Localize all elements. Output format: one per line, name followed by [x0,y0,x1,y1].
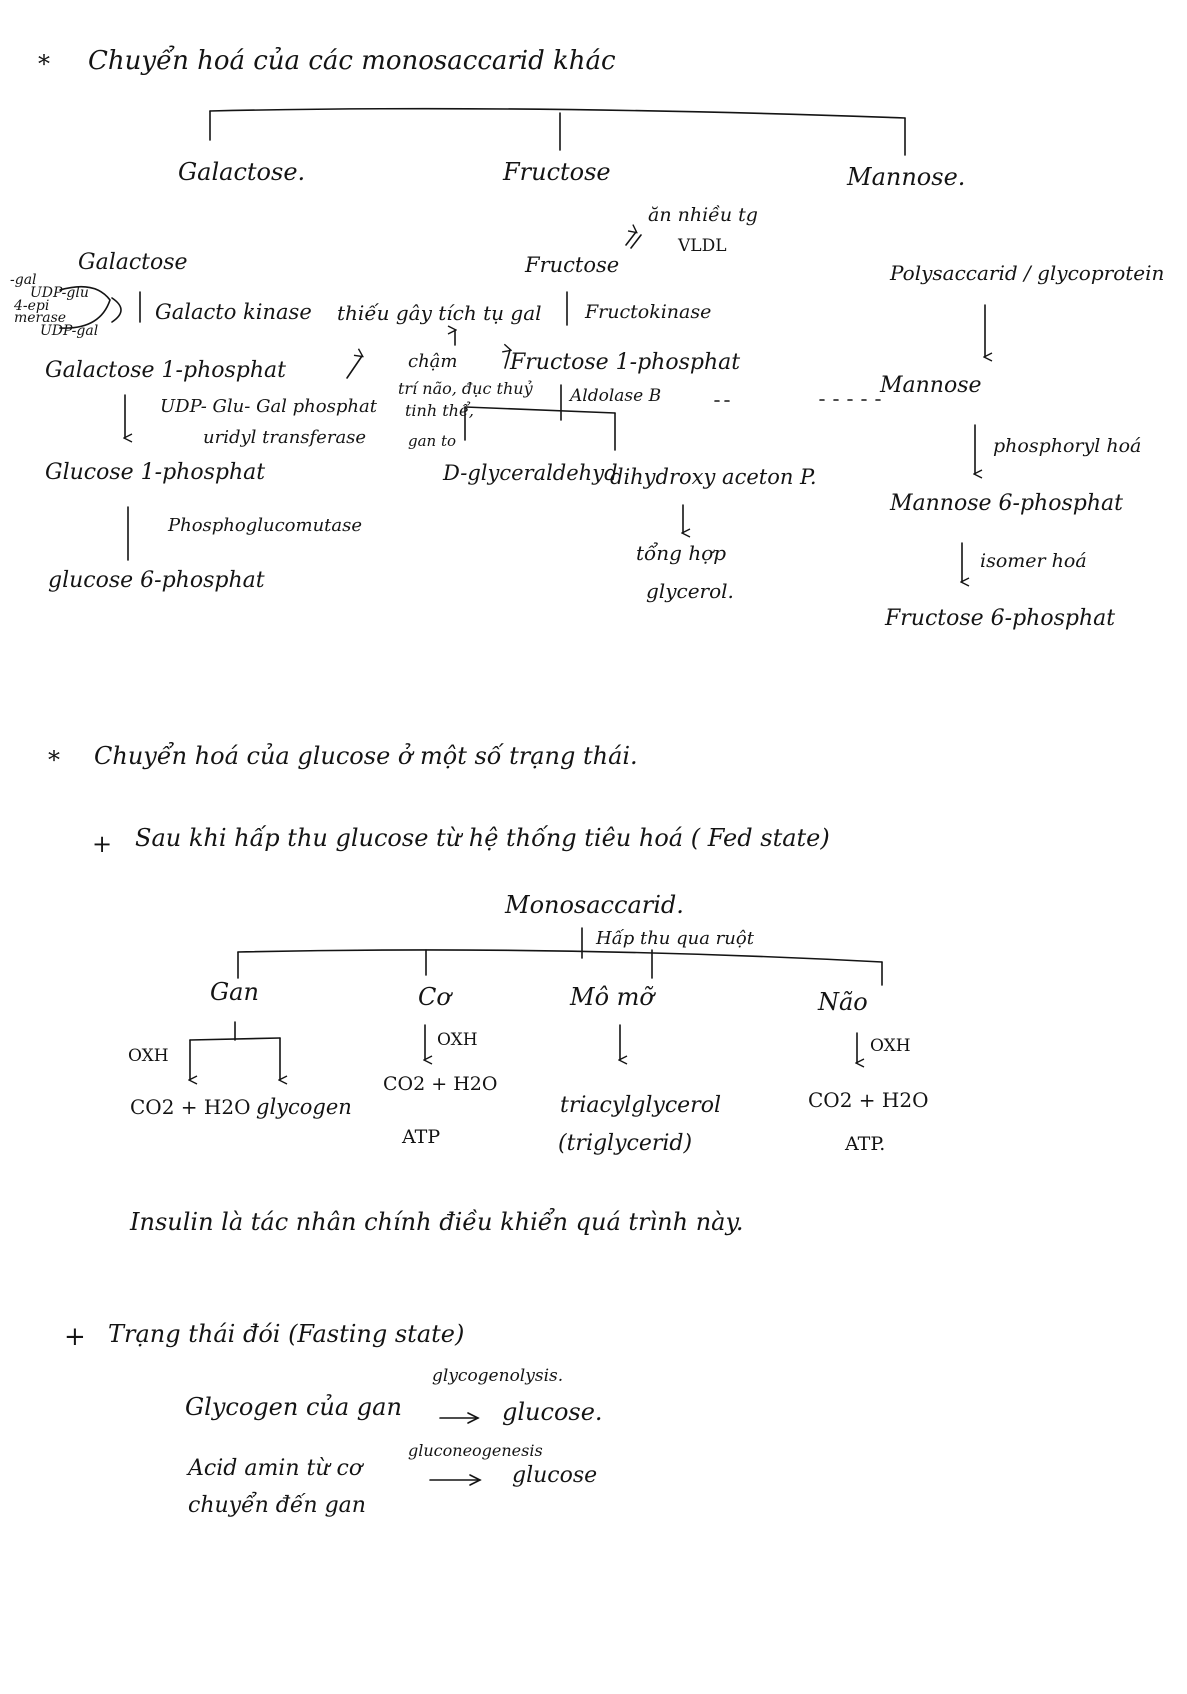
section2-bullet: * [48,746,60,774]
epimerase-note-5: UDP-gal [40,323,99,339]
section1-bullet: * [38,50,50,78]
fat-triglycerid: (triglycerid) [558,1131,693,1156]
isomer-hoa-label: isomer hoá [980,550,1087,572]
epimerase-loop [112,298,121,322]
epimerase-note-4: merase [14,310,67,326]
effect-gan-to: gan to [408,432,457,450]
section2-title: Chuyển hoá của glucose ở một số trạng thái. [94,742,638,770]
note-vldl: VLDL [678,236,727,256]
glycerol: glycerol. [646,579,734,603]
branch-mannose: Mannose. [847,163,966,191]
fasting-line2-left1: Acid amin từ cơ [188,1456,363,1481]
organ-co: Cơ [418,983,451,1011]
fed-title: Sau khi hấp thu glucose từ hệ thống tiêu hoá ( Fed state) [135,824,830,852]
polysaccarid-glycoprotein: Polysaccarid / glycoprotein [890,261,1165,285]
fed-prefix: + [92,830,113,858]
phosphoglucomutase-label: Phosphoglucomutase [168,515,363,536]
fasting-line1-left: Glycogen của gan [185,1393,402,1421]
fasting-line2-left2: chuyển đến gan [188,1493,366,1518]
tong-hop: tổng hợp [636,541,727,565]
note-an-nhieu: ăn nhiều tg [648,204,758,226]
effect-tri-nao: trí não, đục thuỷ [398,379,533,398]
muscle-atp: ATP [402,1126,441,1148]
aldolase-b-label: Aldolase B [570,386,662,406]
tree-bar-fed [238,950,882,962]
organ-nao: Não [818,988,868,1016]
glucose-6-phosphat: glucose 6-phosphat [48,568,265,593]
brain-oxh: OXH [870,1036,911,1056]
glucose-1-phosphat: Glucose 1-phosphat [45,460,266,485]
phosphoryl-hoa-label: phosphoryl hoá [993,435,1142,457]
epimerase-note-3: 4-epi [14,298,50,314]
fructokinase-label: Fructokinase [585,301,712,323]
tree-bar-top [210,109,905,118]
brain-co2-h2o: CO2 + H2O [808,1088,929,1112]
mannose-6-phosphat: Mannose 6-phosphat [890,491,1123,516]
absorb-label: Hấp thu qua ruột [596,928,754,949]
insulin-note: Insulin là tác nhân chính điều khiển quá trình này. [130,1208,744,1236]
galactose-1-phosphat: Galactose 1-phosphat [45,358,286,383]
effect-tinh-the: tinh thể, [405,401,474,420]
arrow-cham [347,356,362,378]
uridyl-transferase-line2: uridyl transferase [203,427,367,448]
fasting-prefix: + [64,1322,86,1352]
galactokinase-label: Galacto kinase [155,300,312,324]
section1-title: Chuyển hoá của các monosaccarid khác [88,46,616,76]
fructose-1-phosphat: Fructose 1-phosphat [510,350,741,375]
organ-gan: Gan [210,978,259,1006]
muscle-oxh: OXH [437,1030,478,1050]
monosaccarid-root: Monosaccarid. [505,891,684,919]
effect-cham: chậm [408,351,458,372]
epimerase-note-1: -gal [10,272,37,288]
fasting-line2-over: gluconeogenesis [408,1441,543,1460]
branch-fructose: Fructose [503,158,611,186]
fructose-6-phosphat: Fructose 6-phosphat [885,606,1116,631]
organ-mo-mo: Mô mỡ [570,983,654,1011]
galactose-start: Galactose [78,250,188,275]
muscle-co2-h2o: CO2 + H2O [383,1073,498,1095]
brain-atp: ATP. [845,1133,886,1155]
dihydroxy-aceton-p: dihydroxy aceton P. [610,465,817,489]
fat-triacylglycerol: triacylglycerol [560,1093,721,1118]
d-glyceraldehyd: D-glyceraldehyd [443,461,618,485]
fasting-line1-right: glucose. [502,1398,603,1426]
fructose-start: Fructose [525,253,620,277]
liver-co2-h2o: CO2 + H2O [130,1095,251,1119]
liver-glycogen: glycogen [256,1095,352,1119]
fasting-line2-right: glucose [512,1463,598,1488]
gal-deficiency-note: thiếu gây tích tụ gal [337,301,542,325]
branch-galactose: Galactose. [178,158,306,186]
liver-oxh: OXH [128,1046,169,1066]
mannose-product: Mannose [880,373,982,398]
epimerase-note-2: UDP-glu [30,285,89,301]
uridyl-transferase-line1: UDP- Glu- Gal phosphat [160,396,377,417]
fasting-line1-over: glycogenolysis. [432,1366,564,1386]
fasting-title: Trạng thái đói (Fasting state) [108,1320,465,1348]
aldolase-split-bar [465,407,615,413]
